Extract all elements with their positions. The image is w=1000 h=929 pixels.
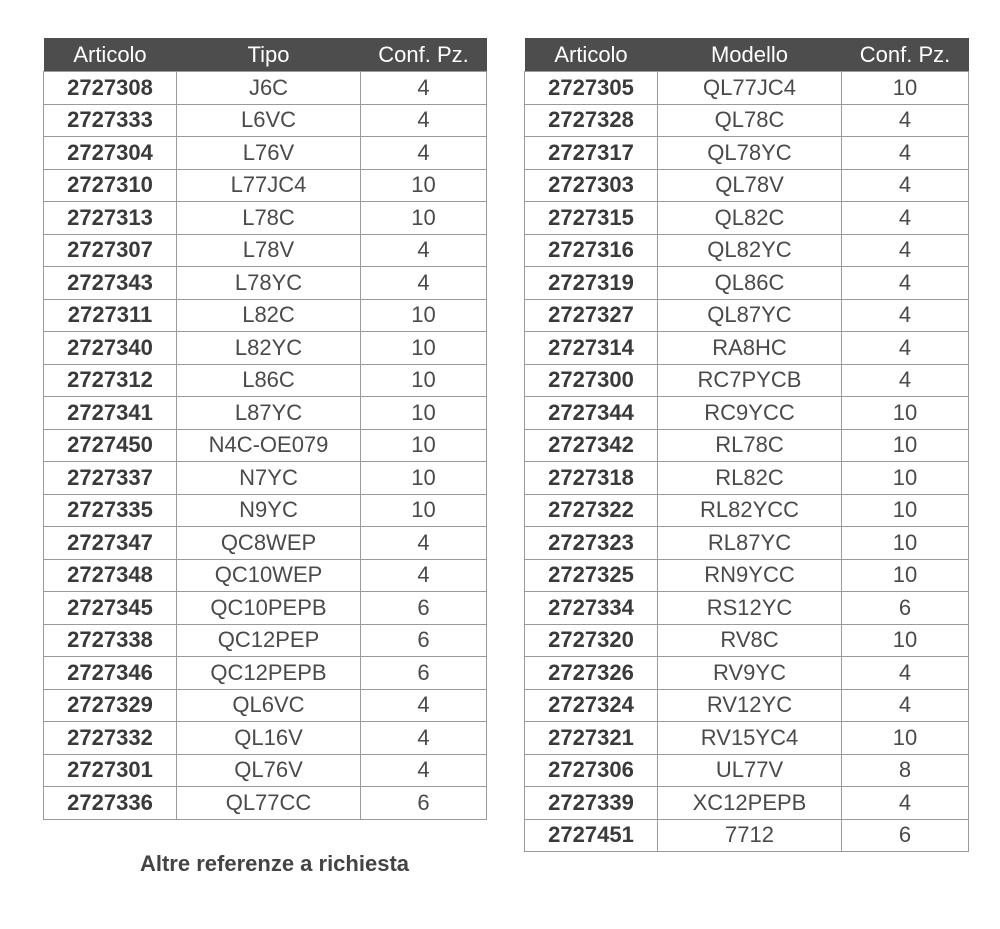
- cell-conf-pz: 4: [361, 104, 487, 137]
- cell-tipo: J6C: [177, 72, 361, 105]
- table-row: [44, 364, 487, 397]
- cell-conf-pz: 4: [361, 234, 487, 267]
- cell-tipo: RL82C: [658, 462, 842, 495]
- cell-tipo: QC12PEP: [177, 624, 361, 657]
- table-row: [525, 754, 969, 787]
- cell-tipo: RL87YC: [658, 527, 842, 560]
- cell-tipo: QC12PEPB: [177, 657, 361, 690]
- cell-conf-pz: 6: [361, 624, 487, 657]
- table-row: [44, 494, 487, 527]
- cell-tipo: QL86C: [658, 267, 842, 300]
- cell-tipo: RL78C: [658, 429, 842, 462]
- table-row: [525, 624, 969, 657]
- cell-articolo: 2727311: [44, 299, 177, 332]
- cell-articolo: 2727316: [525, 234, 658, 267]
- cell-tipo: RS12YC: [658, 592, 842, 625]
- header-conf-pz: Conf. Pz.: [842, 38, 969, 72]
- cell-conf-pz: 10: [361, 429, 487, 462]
- cell-conf-pz: 4: [842, 332, 969, 365]
- cell-tipo: QL6VC: [177, 689, 361, 722]
- cell-tipo: L76V: [177, 137, 361, 170]
- header-conf-pz: Conf. Pz.: [361, 38, 487, 72]
- table-row: [44, 722, 487, 755]
- cell-tipo: QL78C: [658, 104, 842, 137]
- cell-articolo: 2727451: [525, 819, 658, 852]
- table-row: [44, 592, 487, 625]
- table-row: [44, 787, 487, 820]
- cell-articolo: 2727346: [44, 657, 177, 690]
- cell-articolo: 2727328: [525, 104, 658, 137]
- cell-conf-pz: 10: [361, 494, 487, 527]
- cell-conf-pz: 4: [361, 72, 487, 105]
- cell-tipo: L82YC: [177, 332, 361, 365]
- cell-conf-pz: 4: [842, 234, 969, 267]
- cell-tipo: L78V: [177, 234, 361, 267]
- table-row: [525, 657, 969, 690]
- table-row: [525, 494, 969, 527]
- cell-articolo: 2727340: [44, 332, 177, 365]
- cell-tipo: QC10WEP: [177, 559, 361, 592]
- table-row: [525, 137, 969, 170]
- cell-tipo: RC9YCC: [658, 397, 842, 430]
- cell-articolo: 2727337: [44, 462, 177, 495]
- table-row: [525, 397, 969, 430]
- table-row: [44, 527, 487, 560]
- cell-conf-pz: 4: [361, 689, 487, 722]
- cell-articolo: 2727333: [44, 104, 177, 137]
- cell-conf-pz: 4: [842, 267, 969, 300]
- cell-tipo: L87YC: [177, 397, 361, 430]
- table-row: [44, 462, 487, 495]
- cell-articolo: 2727310: [44, 169, 177, 202]
- cell-tipo: L82C: [177, 299, 361, 332]
- cell-articolo: 2727334: [525, 592, 658, 625]
- table-row: [525, 169, 969, 202]
- left-parts-table: [43, 38, 487, 820]
- table-row: [525, 234, 969, 267]
- table-row: [44, 299, 487, 332]
- header-articolo: Articolo: [525, 38, 658, 72]
- cell-conf-pz: 6: [361, 657, 487, 690]
- cell-tipo: QL76V: [177, 754, 361, 787]
- cell-tipo: N7YC: [177, 462, 361, 495]
- cell-conf-pz: 4: [842, 689, 969, 722]
- cell-articolo: 2727313: [44, 202, 177, 235]
- cell-articolo: 2727319: [525, 267, 658, 300]
- cell-articolo: 2727342: [525, 429, 658, 462]
- cell-articolo: 2727329: [44, 689, 177, 722]
- cell-articolo: 2727308: [44, 72, 177, 105]
- cell-conf-pz: 6: [361, 787, 487, 820]
- table-row: [44, 267, 487, 300]
- table-row: [525, 527, 969, 560]
- table-row: [525, 299, 969, 332]
- cell-tipo: RL82YCC: [658, 494, 842, 527]
- table-row: [44, 332, 487, 365]
- table-row: [525, 559, 969, 592]
- cell-tipo: RV9YC: [658, 657, 842, 690]
- table-row: [44, 137, 487, 170]
- table-row: [525, 819, 969, 852]
- cell-conf-pz: 4: [842, 299, 969, 332]
- cell-conf-pz: 10: [361, 299, 487, 332]
- table-row: [44, 559, 487, 592]
- table-row: [44, 169, 487, 202]
- cell-articolo: 2727305: [525, 72, 658, 105]
- table-row: [525, 462, 969, 495]
- cell-articolo: 2727450: [44, 429, 177, 462]
- table-row: [525, 722, 969, 755]
- table-row: [44, 429, 487, 462]
- cell-articolo: 2727344: [525, 397, 658, 430]
- cell-articolo: 2727327: [525, 299, 658, 332]
- cell-conf-pz: 4: [361, 754, 487, 787]
- table-row: [44, 754, 487, 787]
- cell-articolo: 2727326: [525, 657, 658, 690]
- footer-note: Altre referenze a richiesta: [139, 851, 410, 876]
- cell-conf-pz: 10: [842, 559, 969, 592]
- cell-articolo: 2727348: [44, 559, 177, 592]
- cell-articolo: 2727306: [525, 754, 658, 787]
- cell-tipo: QL77JC4: [658, 72, 842, 105]
- cell-tipo: RV8C: [658, 624, 842, 657]
- cell-conf-pz: 10: [842, 722, 969, 755]
- table-row: [44, 72, 487, 105]
- cell-tipo: UL77V: [658, 754, 842, 787]
- cell-articolo: 2727343: [44, 267, 177, 300]
- table-header-row: [525, 38, 969, 72]
- cell-conf-pz: 8: [842, 754, 969, 787]
- cell-conf-pz: 6: [361, 592, 487, 625]
- cell-conf-pz: 10: [842, 494, 969, 527]
- cell-articolo: 2727304: [44, 137, 177, 170]
- cell-tipo: QC8WEP: [177, 527, 361, 560]
- cell-articolo: 2727315: [525, 202, 658, 235]
- cell-conf-pz: 10: [361, 332, 487, 365]
- table-row: [44, 657, 487, 690]
- cell-tipo: RV15YC4: [658, 722, 842, 755]
- cell-conf-pz: 4: [842, 202, 969, 235]
- cell-articolo: 2727317: [525, 137, 658, 170]
- cell-tipo: RV12YC: [658, 689, 842, 722]
- cell-articolo: 2727332: [44, 722, 177, 755]
- cell-conf-pz: 10: [842, 429, 969, 462]
- cell-tipo: L78YC: [177, 267, 361, 300]
- cell-conf-pz: 4: [842, 657, 969, 690]
- cell-conf-pz: 4: [361, 137, 487, 170]
- cell-conf-pz: 4: [842, 787, 969, 820]
- table-row: [44, 689, 487, 722]
- header-tipo: Tipo: [177, 38, 361, 72]
- cell-conf-pz: 4: [361, 527, 487, 560]
- table-row: [44, 104, 487, 137]
- table-row: [44, 234, 487, 267]
- cell-articolo: 2727312: [44, 364, 177, 397]
- cell-conf-pz: 4: [361, 722, 487, 755]
- cell-articolo: 2727335: [44, 494, 177, 527]
- table-row: [525, 364, 969, 397]
- table-row: [44, 397, 487, 430]
- cell-articolo: 2727301: [44, 754, 177, 787]
- cell-conf-pz: 10: [842, 462, 969, 495]
- cell-conf-pz: 4: [361, 559, 487, 592]
- cell-conf-pz: 10: [361, 169, 487, 202]
- cell-tipo: QL78YC: [658, 137, 842, 170]
- table-row: [525, 689, 969, 722]
- cell-articolo: 2727303: [525, 169, 658, 202]
- cell-tipo: QL82YC: [658, 234, 842, 267]
- table-row: [525, 72, 969, 105]
- cell-articolo: 2727314: [525, 332, 658, 365]
- cell-tipo: XC12PEPB: [658, 787, 842, 820]
- cell-tipo: RN9YCC: [658, 559, 842, 592]
- table-row: [525, 787, 969, 820]
- cell-conf-pz: 10: [842, 527, 969, 560]
- table-row: [525, 429, 969, 462]
- cell-conf-pz: 10: [361, 462, 487, 495]
- cell-articolo: 2727300: [525, 364, 658, 397]
- right-parts-table: [524, 38, 969, 852]
- cell-conf-pz: 6: [842, 592, 969, 625]
- cell-tipo: QL16V: [177, 722, 361, 755]
- cell-conf-pz: 4: [842, 104, 969, 137]
- cell-articolo: 2727307: [44, 234, 177, 267]
- cell-tipo: N9YC: [177, 494, 361, 527]
- left-table-body: [44, 72, 487, 820]
- cell-conf-pz: 10: [361, 397, 487, 430]
- cell-articolo: 2727321: [525, 722, 658, 755]
- cell-conf-pz: 4: [842, 137, 969, 170]
- cell-articolo: 2727341: [44, 397, 177, 430]
- cell-tipo: L6VC: [177, 104, 361, 137]
- cell-articolo: 2727323: [525, 527, 658, 560]
- cell-conf-pz: 4: [842, 169, 969, 202]
- cell-tipo: QL82C: [658, 202, 842, 235]
- cell-tipo: L77JC4: [177, 169, 361, 202]
- cell-tipo: RC7PYCB: [658, 364, 842, 397]
- cell-tipo: N4C-OE079: [177, 429, 361, 462]
- header-modello: Modello: [658, 38, 842, 72]
- cell-articolo: 2727320: [525, 624, 658, 657]
- cell-conf-pz: 10: [842, 624, 969, 657]
- cell-tipo: L78C: [177, 202, 361, 235]
- cell-tipo: QC10PEPB: [177, 592, 361, 625]
- cell-conf-pz: 10: [361, 202, 487, 235]
- cell-conf-pz: 4: [361, 267, 487, 300]
- cell-tipo: 7712: [658, 819, 842, 852]
- cell-articolo: 2727347: [44, 527, 177, 560]
- table-row: [525, 332, 969, 365]
- cell-conf-pz: 10: [842, 72, 969, 105]
- table-row: [525, 592, 969, 625]
- cell-tipo: QL78V: [658, 169, 842, 202]
- cell-articolo: 2727325: [525, 559, 658, 592]
- table-row: [44, 202, 487, 235]
- cell-articolo: 2727318: [525, 462, 658, 495]
- cell-tipo: RA8HC: [658, 332, 842, 365]
- cell-articolo: 2727336: [44, 787, 177, 820]
- cell-conf-pz: 6: [842, 819, 969, 852]
- cell-tipo: L86C: [177, 364, 361, 397]
- cell-conf-pz: 4: [842, 364, 969, 397]
- cell-tipo: QL77CC: [177, 787, 361, 820]
- cell-articolo: 2727324: [525, 689, 658, 722]
- table-header-row: [44, 38, 487, 72]
- table-row: [525, 104, 969, 137]
- right-table-body: [525, 72, 969, 852]
- cell-articolo: 2727338: [44, 624, 177, 657]
- table-row: [525, 267, 969, 300]
- cell-articolo: 2727322: [525, 494, 658, 527]
- cell-articolo: 2727339: [525, 787, 658, 820]
- header-articolo: Articolo: [44, 38, 177, 72]
- cell-conf-pz: 10: [842, 397, 969, 430]
- cell-tipo: QL87YC: [658, 299, 842, 332]
- cell-conf-pz: 10: [361, 364, 487, 397]
- table-row: [525, 202, 969, 235]
- table-row: [44, 624, 487, 657]
- cell-articolo: 2727345: [44, 592, 177, 625]
